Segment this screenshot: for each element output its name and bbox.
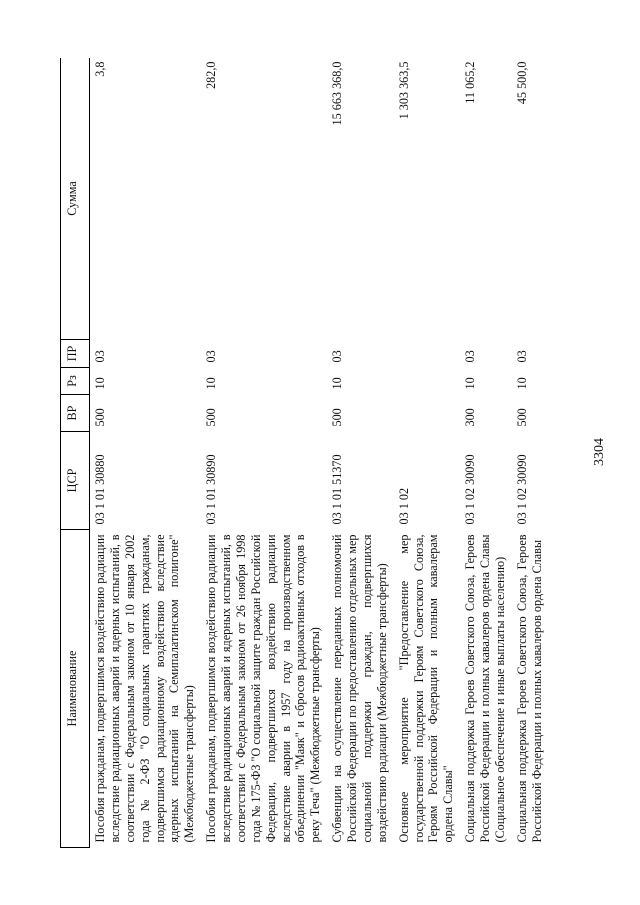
row-sum: 15 663 368,0 bbox=[330, 61, 345, 126]
row-pr bbox=[394, 340, 461, 368]
row-csr: 03 1 02 30090 bbox=[514, 454, 529, 525]
row-vr bbox=[394, 395, 461, 432]
row-name: Основное мероприятие "Предоставление мер государственной поддержки Героям Советского Союза, Героям Российской Федерации и полным кавалерам ордена Славы" bbox=[396, 534, 456, 843]
row-vr: 300 bbox=[463, 408, 478, 427]
row-rz: 10 bbox=[93, 377, 107, 390]
row-rz: 10 bbox=[514, 377, 529, 390]
table-row bbox=[512, 58, 575, 848]
row-name: Субвенции на осуществление переданных полномочий Российской Федерации по предоставлению отдельных мер социальной поддержки граждан, подвергшихся воздействию радиации (Межбюджетные трансферты) bbox=[330, 534, 389, 843]
row-csr: 03 1 01 30880 bbox=[93, 454, 107, 525]
row-vr: 500 bbox=[330, 408, 345, 427]
row-sum: 11 065,2 bbox=[463, 61, 478, 104]
row-vr: 500 bbox=[93, 408, 107, 427]
header-vr: ВР bbox=[61, 395, 90, 432]
row-rz: 10 bbox=[463, 377, 478, 390]
row-name: Социальная поддержка Героев Советского Союза, Героев Российской Федерации и полных кавалеров ордена Славы bbox=[514, 534, 544, 843]
row-pr: 03 bbox=[463, 350, 478, 363]
table-header-row bbox=[61, 58, 90, 848]
table-row bbox=[394, 58, 461, 848]
row-name: Пособия гражданам, подвергшимся воздействию радиации вследствие радиационных аварий и ядерных испытаний, в соответствии с Федеральным законом от 26 ноября 1998 года № 175-ФЗ "О социальной защите граждан Российской Федерации, подвергшихся воздействию радиации вследствие аварии в 1957 году на производственном объединении "Маяк" и сбросов радиоактивных отходов в реку Теча" (Межбюджетные трансферты) bbox=[204, 534, 323, 843]
table-row bbox=[90, 58, 202, 848]
row-csr: 03 1 01 30890 bbox=[204, 454, 219, 525]
header-sum: Сумма bbox=[61, 58, 90, 340]
row-pr: 03 bbox=[93, 350, 107, 363]
row-vr: 500 bbox=[514, 408, 529, 427]
row-rz: 10 bbox=[330, 377, 345, 390]
header-name: Наименование bbox=[61, 530, 90, 848]
row-csr: 03 1 02 30090 bbox=[463, 454, 478, 525]
table-row bbox=[460, 58, 512, 848]
row-name: Пособия гражданам, подвергшимся воздействию радиации вследствие радиационных аварий и ядерных испытаний, в соответствии с Федеральным законом от 10 января 2002 года № 2-ФЗ "О социальных гарантиях гражданам, подвергшимся радиационному воздействию вследствие ядерных испытаний на Семипалатинском полигоне" (Межбюджетные трансферты) bbox=[93, 534, 197, 843]
header-csr: ЦСР bbox=[61, 432, 90, 530]
budget-table bbox=[60, 58, 575, 848]
row-pr: 03 bbox=[204, 350, 219, 363]
row-pr: 03 bbox=[330, 350, 345, 363]
row-sum: 45 500,0 bbox=[514, 61, 529, 105]
row-sum: 282,0 bbox=[204, 61, 219, 89]
header-rz: Рз bbox=[61, 368, 90, 395]
row-rz: 10 bbox=[204, 377, 219, 390]
row-sum: 3,8 bbox=[93, 61, 107, 77]
rotated-table-container bbox=[60, 58, 580, 848]
row-csr: 03 1 02 bbox=[396, 487, 411, 525]
header-pr: ПР bbox=[61, 340, 90, 368]
table-row bbox=[327, 58, 394, 848]
row-pr: 03 bbox=[514, 350, 529, 363]
table-row bbox=[201, 58, 327, 848]
row-name: Социальная поддержка Героев Советского Союза, Героев Российской Федерации и полных кавалеров ордена Славы (Социальное обеспечение и иные выплаты населению) bbox=[463, 534, 507, 843]
row-sum: 1 303 363,5 bbox=[396, 61, 411, 120]
row-vr: 500 bbox=[204, 408, 219, 427]
row-rz bbox=[394, 368, 461, 395]
row-csr: 03 1 01 51370 bbox=[330, 454, 345, 525]
rotated-sheet bbox=[60, 58, 580, 848]
page-number: 3304 bbox=[592, 438, 607, 466]
